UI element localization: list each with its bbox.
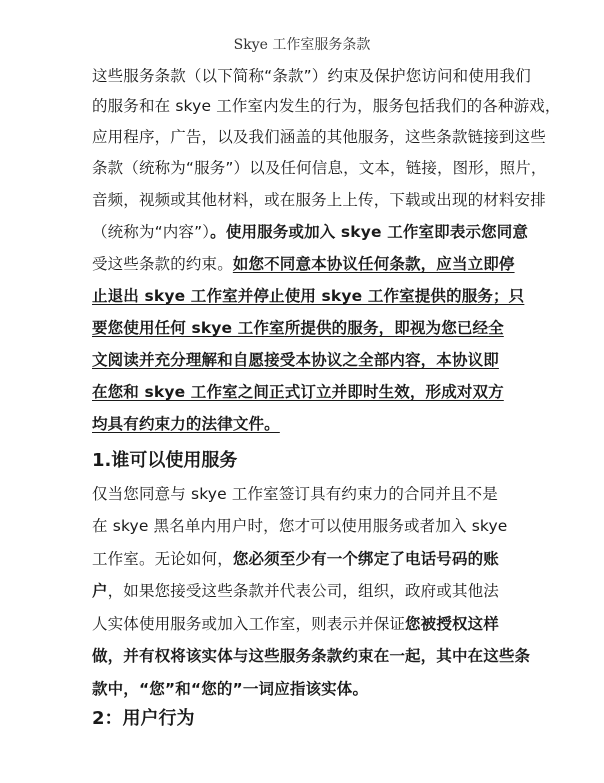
section-1-line-5-a: 人实体使用服务或加入工作室，则表示并保证 <box>92 615 406 633</box>
intro-line-1: 这些服务条款（以下简称“条款”）约束及保护您访问和使用我们 <box>92 67 531 85</box>
intro-line-7 <box>92 254 522 274</box>
section-1-line-3 <box>92 549 522 569</box>
intro-line-4: 条款（统称为“服务”）以及任何信息，文本，链接，图形，照片， <box>92 159 547 177</box>
page-title: Skye 工作室服务条款 <box>233 37 371 53</box>
intro-line-12: 均具有约束力的法律文件。 <box>92 415 280 433</box>
intro-line-5: 音频，视频或其他材料，或在服务上上传，下载或出现的材料安排 <box>92 191 546 209</box>
intro-line-7-b: 如您不同意本协议任何条款，应当立即停 <box>232 255 515 273</box>
section-1-line-3-a: 工作室。无论如何， <box>92 550 233 568</box>
intro-line-6 <box>92 222 529 242</box>
section-1-line-4-a: 户 <box>92 582 108 600</box>
intro-line-7-a: 受这些条款的约束。 <box>92 255 233 273</box>
intro-line-6-b: 。使用服务或加入 skye 工作室即表示您同意 <box>210 223 529 241</box>
intro-line-6-a: （统称为“内容”） <box>92 223 211 241</box>
section-2-heading: 2：用户行为 <box>92 708 195 729</box>
section-1-line-5-b: 您被授权这样 <box>405 615 499 633</box>
section-1-line-1: 仅当您同意与 skye 工作室签订具有约束力的合同并且不是 <box>92 485 498 503</box>
section-1-line-4 <box>92 581 522 601</box>
section-1-line-6: 做，并有权将该实体与这些服务条款约束在一起，其中在这些条 <box>92 647 531 665</box>
intro-line-8: 止退出 skye 工作室并停止使用 skye 工作室提供的服务；只 <box>92 287 525 305</box>
intro-line-10: 文阅读并充分理解和自愿接受本协议之全部内容，本协议即 <box>92 351 499 369</box>
section-1-line-3-b: 您必须至少有一个绑定了电话号码的账 <box>232 550 499 568</box>
intro-line-2: 的服务和在 skye 工作室内发生的行为，服务包括我们的各种游戏， <box>92 97 561 115</box>
intro-line-3: 应用程序，广告，以及我们涵盖的其他服务，这些条款链接到这些 <box>92 128 546 146</box>
section-1-line-5 <box>92 614 522 634</box>
section-1-line-2: 在 skye 黑名单内用户时，您才可以使用服务或者加入 skye <box>92 517 508 535</box>
section-1-line-7: 款中，“您”和“您的”一词应指该实体。 <box>92 680 369 698</box>
section-1-line-4-b: ，如果您接受这些条款并代表公司，组织，政府或其他法 <box>107 582 499 600</box>
intro-line-11: 在您和 skye 工作室之间正式订立并即时生效，形成对双方 <box>92 383 504 401</box>
intro-line-9: 要您使用任何 skye 工作室所提供的服务，即视为您已经全 <box>92 319 504 337</box>
section-1-heading: 1.谁可以使用服务 <box>92 450 238 471</box>
